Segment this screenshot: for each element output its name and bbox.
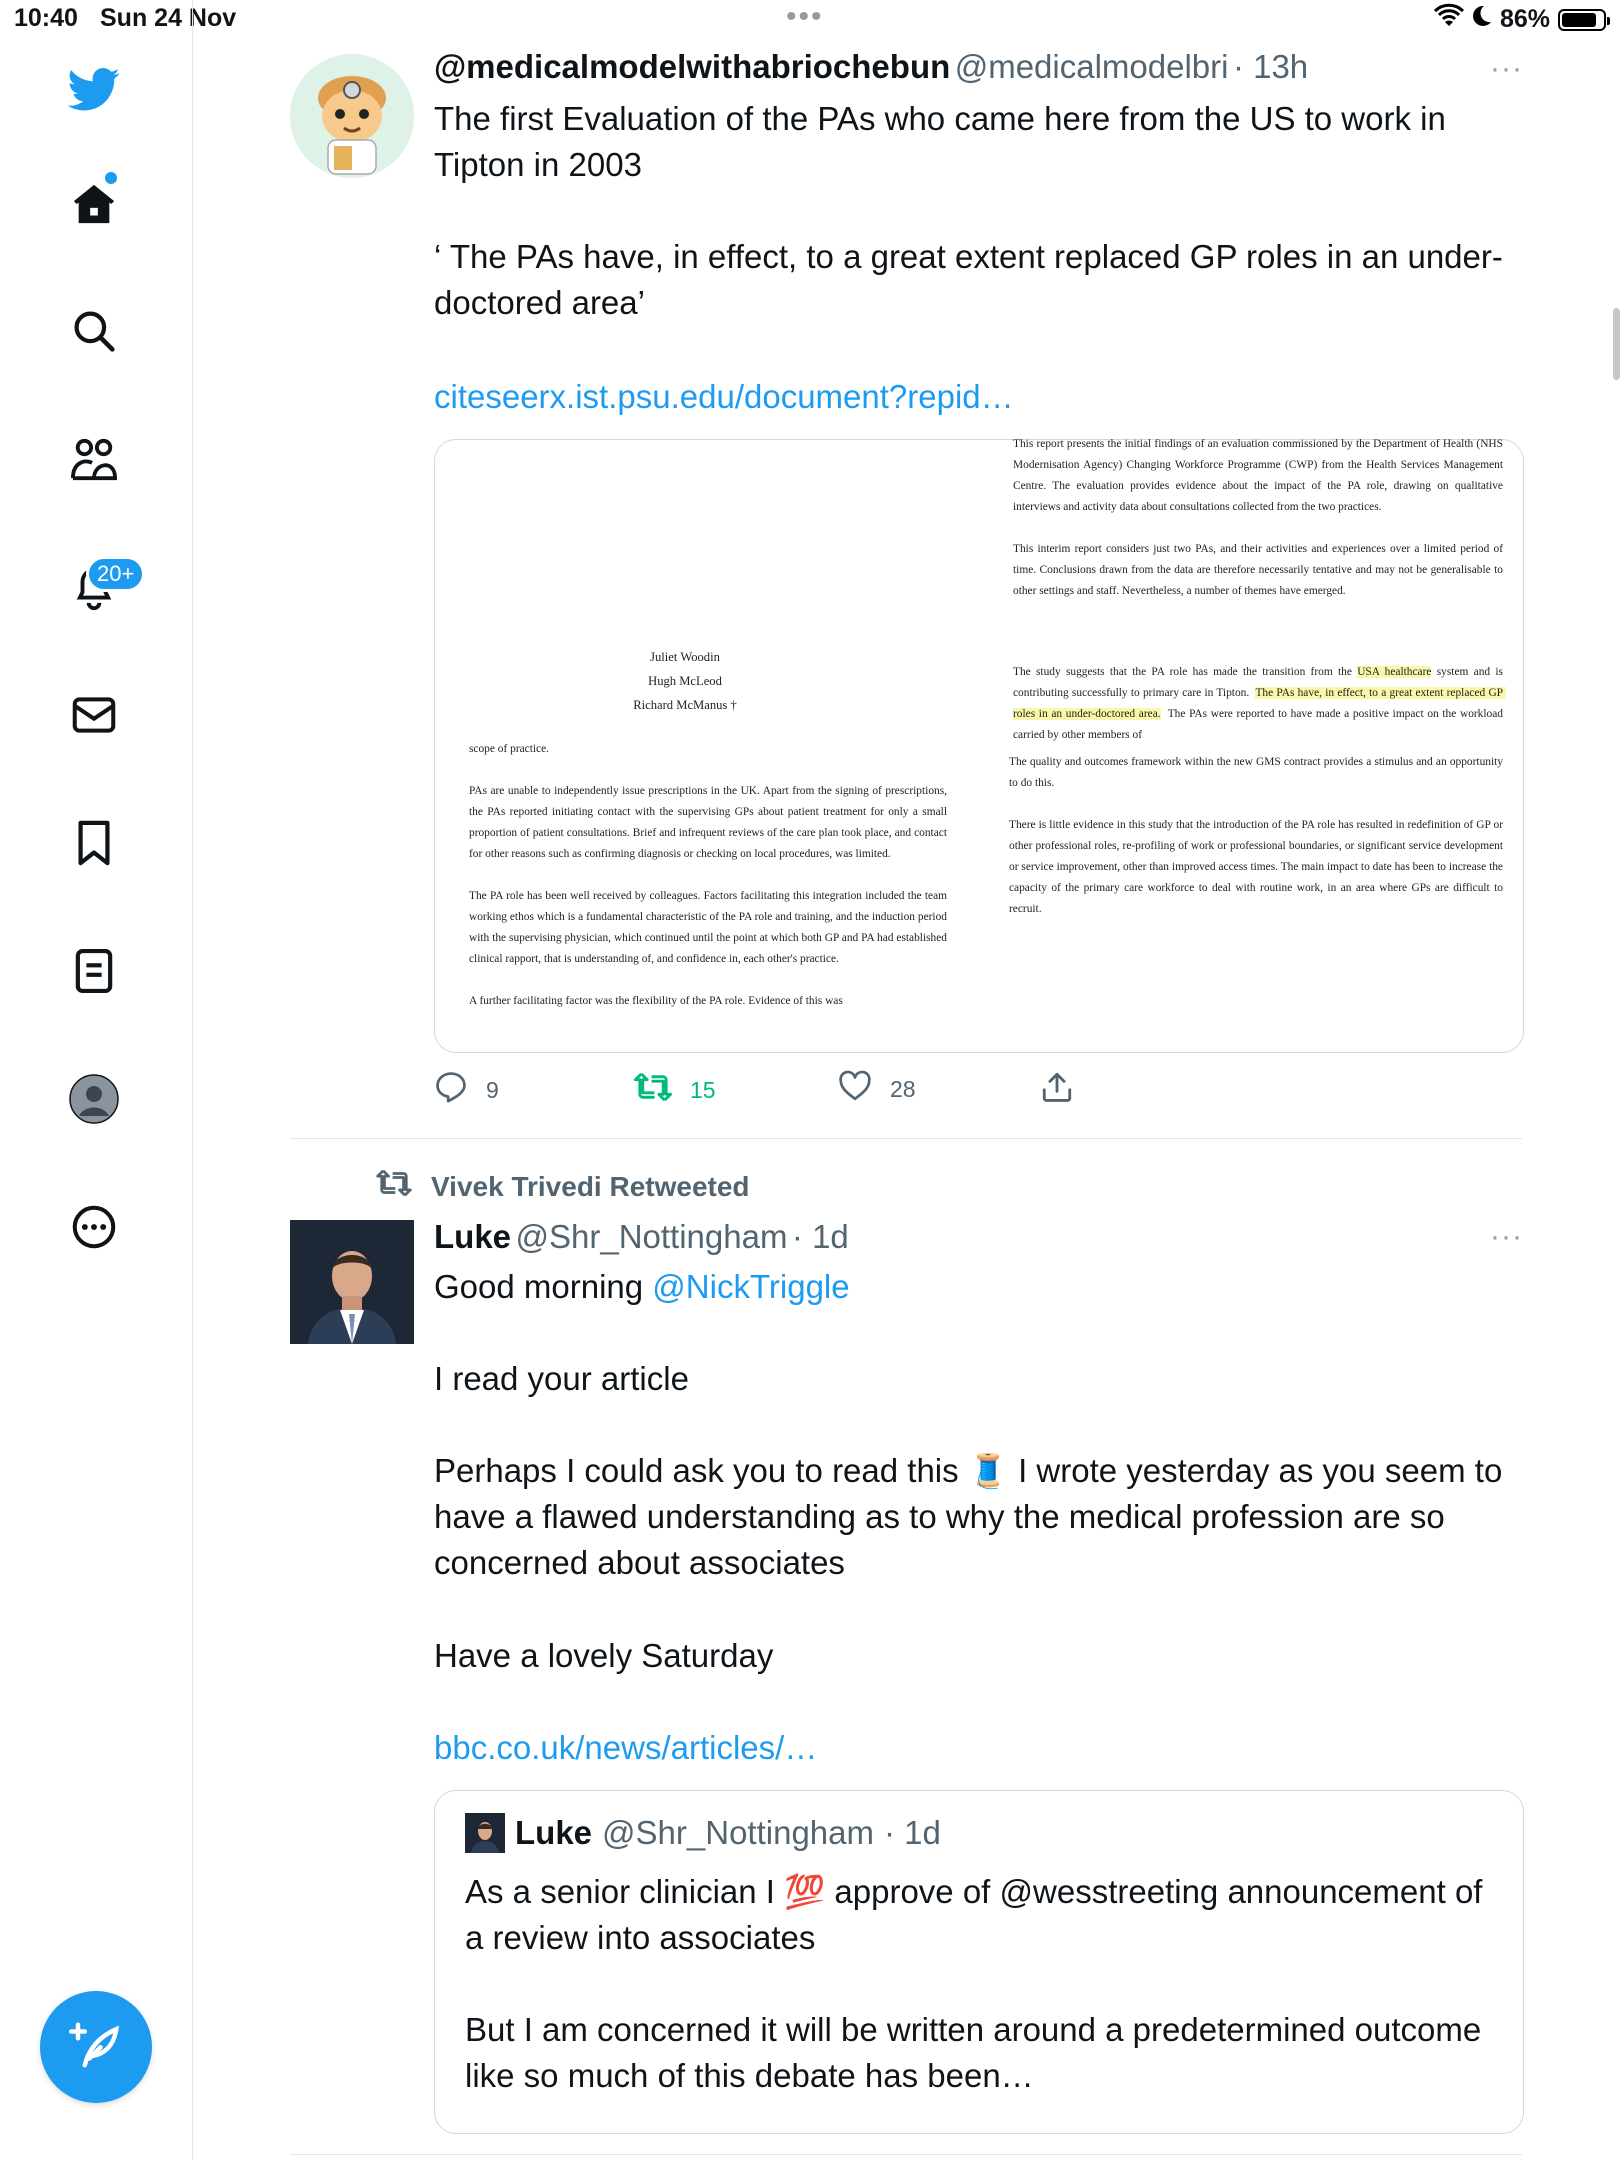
tweet2-handle[interactable]: @Shr_Nottingham — [515, 1218, 788, 1255]
status-time: 10:40 — [14, 4, 78, 32]
retweeted-by-line[interactable] — [375, 1168, 750, 1205]
mail-icon[interactable] — [64, 685, 124, 745]
tweet1-time[interactable]: · 13h — [1232, 48, 1309, 85]
thread-emoji-icon: 🧵 — [967, 1452, 1009, 1489]
tweet1-like-button[interactable] — [838, 1070, 916, 1108]
heart-icon — [838, 1070, 872, 1108]
tweet2-paragraph-3: Have a lovely Saturday — [434, 1637, 774, 1674]
search-icon[interactable] — [64, 301, 124, 361]
tweet-divider — [290, 1138, 1522, 1139]
tweet1-more-icon[interactable]: ··· — [1490, 52, 1523, 85]
compose-button[interactable] — [40, 1991, 152, 2103]
status-right — [1434, 4, 1606, 35]
tweet1-retweet-count: 15 — [690, 1076, 716, 1103]
tweet2-time[interactable]: · 1d — [791, 1218, 849, 1255]
retweet-icon — [634, 1070, 672, 1110]
quote-paragraph-1: As a senior clinician I 💯 approve of @wesstreeting announcement of a review into associates — [465, 1873, 1492, 1956]
share-icon — [1040, 1070, 1074, 1110]
tweet1-avatar[interactable] — [290, 54, 414, 178]
twitter-logo-icon[interactable] — [64, 60, 124, 120]
scrollbar[interactable] — [1613, 308, 1620, 380]
tweet2-more-icon[interactable]: ··· — [1490, 1220, 1523, 1253]
battery-icon — [1558, 9, 1606, 31]
tweet1-retweet-button[interactable] — [634, 1070, 716, 1110]
tweet1-reply-count: 9 — [486, 1076, 499, 1103]
tweet2-link[interactable]: bbc.co.uk/news/articles/… — [434, 1729, 818, 1766]
doc-right-study: The study suggests that the PA role has made the transition from the USA healthcare system and is contributing successfully to primary care in Tipton. The PAs have, in effect, to a great extent replaced GP roles in an under-doctored area. The PAs were reported to have made a positive impact on the workload carried by other members of — [1013, 666, 1506, 741]
tweet1-share-button[interactable] — [1040, 1070, 1074, 1110]
tweet1-author-name[interactable]: @medicalmodelwithabriochebun — [434, 48, 951, 85]
quote-time[interactable]: · 1d — [884, 1814, 941, 1851]
quote-paragraph-2: But I am concerned it will be written around a predetermined outcome like so much of this debate has been… — [465, 2011, 1491, 2094]
tweet-divider-bottom — [290, 2154, 1522, 2155]
tweet2-greeting: Good morning @NickTriggle — [434, 1268, 850, 1305]
doc-right-bottom: The quality and outcomes framework within the new GMS contract provides a stimulus and an opportunity to do this. There is little evidence in this study that the introduction of the PA role has resulted in redefinition of GP or other professional roles, re-profiling of work or professional boundaries, or significant service development or service improvement, other than improved access times. The main impact to date has been to increase the capacity of the primary care workforce to deal with routine work, in an area where GPs are difficult to recruit. — [1009, 756, 1503, 915]
doc-left-bottom: scope of practice. PAs are unable to independently issue prescriptions in the UK. Apart from the signing of prescriptions, the PAs reported initiating contact with the supervising GPs about patient treatment for only a small proportion of patient consultations. Brief and infrequent reviews of the care plan took place, and contact for other reasons such as confirming diagnosis or checking on local procedures, was limited. The PA role has been well received by colleagues. Factors facilitating this integration included the team working ethos which is a fundamental characteristic of the PA role and training, and the induction period with the supervising physician, which continued until the point at which both GP and PA had established clinical rapport, that is understanding of, and confidence in, each other's practice. A further facilitating factor was the flexibility of the PA role. Evidence of this was — [469, 743, 947, 1007]
moon-icon — [1472, 5, 1492, 34]
tweet1-header — [434, 48, 1308, 86]
profile-avatar-icon[interactable] — [64, 1069, 124, 1129]
tweet2-paragraph-1: I read your article — [434, 1360, 689, 1397]
tweet1-handle[interactable]: @medicalmodelbri — [954, 48, 1229, 85]
retweet-small-icon — [375, 1168, 413, 1205]
tweet1-link[interactable]: citeseerx.ist.psu.edu/document?repid… — [434, 378, 1014, 415]
retweeted-by-text: Vivek Trivedi Retweeted — [431, 1170, 750, 1202]
multitasking-dots-icon[interactable]: ••• — [786, 0, 824, 33]
tweet1-reply-button[interactable] — [434, 1070, 499, 1110]
battery-percent: 86% — [1499, 5, 1550, 33]
compose-feather-icon — [69, 2018, 123, 2077]
tweet1-document-image[interactable] — [434, 439, 1524, 1053]
quote-handle[interactable]: @Shr_Nottingham — [602, 1814, 874, 1851]
quote-avatar[interactable] — [465, 1813, 505, 1853]
quote-header — [465, 1813, 941, 1853]
wifi-icon — [1434, 4, 1464, 35]
reply-icon — [434, 1070, 468, 1110]
quoted-tweet-card[interactable] — [434, 1790, 1524, 2134]
doc-right-top: This report presents the initial findings of an evaluation commissioned by the Department of Health (NHS Modernisation Agency) Changing Workforce Programme (CWP) from the Health Services Management Centre. The evaluation provides evidence about the impact of the PA role, drawing on qualitative interviews and activity data about consultations collected from the two practices. This interim report considers just two PAs, and their activities and experiences over a limited period of time. Conclusions drawn from the data are therefore necessarily tentative and may not be generalisable to other settings and staff. Nevertheless, a number of themes have emerged. — [1013, 438, 1503, 597]
bookmark-icon[interactable] — [64, 813, 124, 873]
home-new-dot — [105, 172, 117, 184]
notifications-badge: 20+ — [86, 556, 145, 592]
list-icon[interactable] — [64, 941, 124, 1001]
home-icon[interactable] — [64, 174, 124, 234]
tweet2-header — [434, 1218, 849, 1256]
status-date: Sun 24 Nov — [100, 4, 237, 32]
quote-author-name[interactable]: Luke — [515, 1814, 593, 1851]
tweet1-text: The first Evaluation of the PAs who came here from the US to work in Tipton in 2003 ‘ The PAs have, in effect, to a great extent replaced GP roles in an under-doctored area’ — [434, 100, 1503, 321]
nicktriggle-mention-link[interactable]: @NickTriggle — [652, 1268, 850, 1305]
hundred-emoji-icon: 💯 — [784, 1873, 826, 1910]
tweet1-like-count: 28 — [890, 1075, 916, 1102]
sidebar — [0, 0, 193, 2160]
tweet2-paragraph-2: Perhaps I could ask you to read this 🧵 I wrote yesterday as you seem to have a flawed understanding as to why the medical profession are so concerned about associates — [434, 1452, 1512, 1581]
more-circle-icon[interactable] — [64, 1197, 124, 1257]
communities-icon[interactable] — [64, 429, 124, 489]
doc-authors: Juliet Woodin Hugh McLeod Richard McManus † — [633, 650, 737, 712]
tweet2-author-name[interactable]: Luke — [434, 1218, 512, 1255]
tweet2-avatar[interactable] — [290, 1220, 414, 1344]
